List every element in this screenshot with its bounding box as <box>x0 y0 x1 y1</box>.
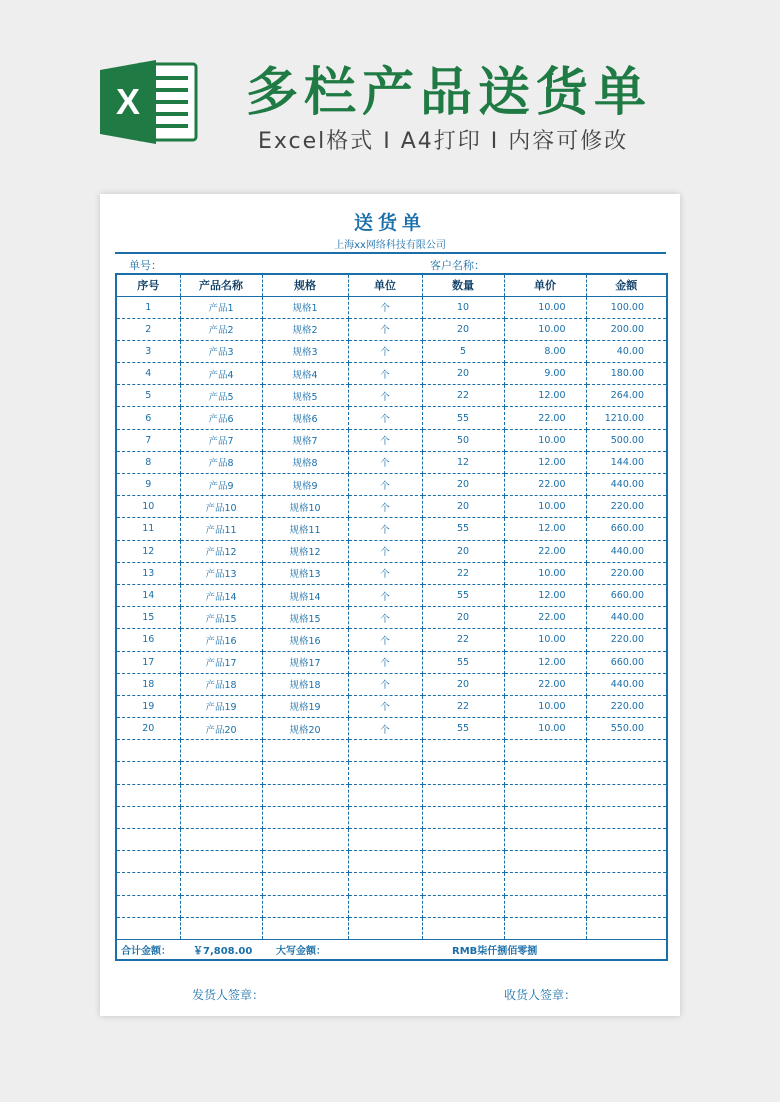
table-cell: 500.00 <box>586 429 667 451</box>
empty-cell <box>504 762 586 784</box>
table-cell: 200.00 <box>586 318 667 340</box>
empty-row <box>116 784 667 806</box>
empty-cell <box>348 917 422 939</box>
table-cell: 产品14 <box>180 584 262 606</box>
table-cell: 个 <box>348 562 422 584</box>
empty-cell <box>116 873 180 895</box>
empty-cell <box>116 829 180 851</box>
table-cell: 22 <box>422 562 504 584</box>
table-cell: 20 <box>422 363 504 385</box>
table-cell: 220.00 <box>586 629 667 651</box>
empty-row <box>116 762 667 784</box>
table-cell: 个 <box>348 607 422 629</box>
table-cell: 产品18 <box>180 673 262 695</box>
empty-cell <box>262 851 348 873</box>
table-cell: 55 <box>422 407 504 429</box>
table-cell: 12.00 <box>504 584 586 606</box>
table-cell: 144.00 <box>586 451 667 473</box>
table-row <box>116 607 667 629</box>
empty-cell <box>180 806 262 828</box>
table-cell: 规格4 <box>262 363 348 385</box>
table-cell: 1 <box>116 296 180 318</box>
banner-title: 多栏产品送货单 <box>246 63 653 123</box>
uppercase-label: 大写金额： <box>262 939 422 960</box>
table-cell: 个 <box>348 518 422 540</box>
table-cell: 20 <box>422 474 504 496</box>
table-cell: 10.00 <box>504 429 586 451</box>
empty-cell <box>586 917 667 939</box>
empty-cell <box>504 851 586 873</box>
table-cell: 10.00 <box>504 695 586 717</box>
table-cell: 10.00 <box>504 318 586 340</box>
empty-cell <box>116 740 180 762</box>
table-cell: 个 <box>348 474 422 496</box>
table-cell: 1210.00 <box>586 407 667 429</box>
table-cell: 个 <box>348 363 422 385</box>
empty-cell <box>348 829 422 851</box>
table-cell: 220.00 <box>586 562 667 584</box>
empty-cell <box>180 740 262 762</box>
table-cell: 产品7 <box>180 429 262 451</box>
empty-cell <box>586 873 667 895</box>
table-cell: 规格3 <box>262 340 348 362</box>
table-cell: 440.00 <box>586 673 667 695</box>
empty-cell <box>422 806 504 828</box>
table-cell: 产品13 <box>180 562 262 584</box>
table-cell: 规格7 <box>262 429 348 451</box>
empty-row <box>116 806 667 828</box>
table-cell: 个 <box>348 718 422 740</box>
table-cell: 8.00 <box>504 340 586 362</box>
empty-cell <box>180 829 262 851</box>
table-cell: 15 <box>116 607 180 629</box>
table-row <box>116 385 667 407</box>
table-cell: 规格1 <box>262 296 348 318</box>
table-cell: 22.00 <box>504 607 586 629</box>
empty-row <box>116 873 667 895</box>
table-cell: 个 <box>348 451 422 473</box>
empty-cell <box>348 851 422 873</box>
table-row <box>116 340 667 362</box>
table-cell: 19 <box>116 695 180 717</box>
empty-cell <box>504 917 586 939</box>
table-cell: 产品11 <box>180 518 262 540</box>
table-cell: 20 <box>422 607 504 629</box>
table-cell: 18 <box>116 673 180 695</box>
table-cell: 规格18 <box>262 673 348 695</box>
table-cell: 10.00 <box>504 718 586 740</box>
table-cell: 产品20 <box>180 718 262 740</box>
empty-row <box>116 917 667 939</box>
table-cell: 20 <box>422 496 504 518</box>
table-cell: 规格15 <box>262 607 348 629</box>
table-cell: 20 <box>422 318 504 340</box>
table-cell: 4 <box>116 363 180 385</box>
column-header: 单价 <box>504 274 586 296</box>
table-cell: 3 <box>116 340 180 362</box>
table-cell: 5 <box>422 340 504 362</box>
table-cell: 规格12 <box>262 540 348 562</box>
empty-cell <box>262 762 348 784</box>
table-cell: 220.00 <box>586 496 667 518</box>
table-cell: 产品3 <box>180 340 262 362</box>
table-cell: 2 <box>116 318 180 340</box>
table-cell: 个 <box>348 673 422 695</box>
empty-cell <box>422 740 504 762</box>
table-row <box>116 296 667 318</box>
total-value: ￥7,808.00 <box>193 946 253 958</box>
invoice-paper <box>100 194 680 1016</box>
table-row <box>116 695 667 717</box>
column-header: 数量 <box>422 274 504 296</box>
empty-cell <box>262 784 348 806</box>
table-cell: 660.00 <box>586 651 667 673</box>
empty-cell <box>504 740 586 762</box>
table-cell: 产品4 <box>180 363 262 385</box>
empty-cell <box>348 762 422 784</box>
table-cell: 个 <box>348 340 422 362</box>
table-cell: 12 <box>422 451 504 473</box>
table-cell: 12.00 <box>504 518 586 540</box>
table-cell: 10.00 <box>504 629 586 651</box>
empty-cell <box>348 784 422 806</box>
empty-cell <box>504 806 586 828</box>
empty-row <box>116 895 667 917</box>
table-cell: 6 <box>116 407 180 429</box>
table-cell: 100.00 <box>586 296 667 318</box>
table-cell: 11 <box>116 518 180 540</box>
table-cell: 规格14 <box>262 584 348 606</box>
empty-cell <box>504 829 586 851</box>
table-cell: 规格10 <box>262 496 348 518</box>
table-cell: 个 <box>348 429 422 451</box>
table-cell: 个 <box>348 540 422 562</box>
empty-cell <box>180 851 262 873</box>
total-label: 合计金额： <box>121 946 171 958</box>
table-cell: 12.00 <box>504 385 586 407</box>
table-cell: 产品10 <box>180 496 262 518</box>
empty-cell <box>180 873 262 895</box>
empty-cell <box>262 895 348 917</box>
column-header: 单位 <box>348 274 422 296</box>
empty-cell <box>586 740 667 762</box>
table-cell: 550.00 <box>586 718 667 740</box>
table-cell: 20 <box>422 673 504 695</box>
table-cell: 产品16 <box>180 629 262 651</box>
empty-cell <box>422 895 504 917</box>
table-cell: 20 <box>116 718 180 740</box>
table-cell: 个 <box>348 385 422 407</box>
table-row <box>116 629 667 651</box>
table-cell: 个 <box>348 318 422 340</box>
table-cell: 个 <box>348 296 422 318</box>
empty-cell <box>180 762 262 784</box>
table-cell: 440.00 <box>586 540 667 562</box>
table-cell: 规格13 <box>262 562 348 584</box>
sender-signature-label: 发货人签章： <box>192 988 265 1002</box>
empty-cell <box>586 895 667 917</box>
table-cell: 产品17 <box>180 651 262 673</box>
empty-cell <box>422 829 504 851</box>
table-cell: 22.00 <box>504 540 586 562</box>
table-row <box>116 584 667 606</box>
customer-name-label: 客户名称： <box>430 259 485 272</box>
table-cell: 16 <box>116 629 180 651</box>
table-cell: 55 <box>422 518 504 540</box>
table-cell: 规格2 <box>262 318 348 340</box>
table-cell: 220.00 <box>586 695 667 717</box>
table-cell: 13 <box>116 562 180 584</box>
company-name: 上海xx网络科技有限公司 <box>334 240 446 251</box>
empty-row <box>116 740 667 762</box>
table-row <box>116 451 667 473</box>
table-cell: 12 <box>116 540 180 562</box>
empty-cell <box>504 873 586 895</box>
table-cell: 20 <box>422 540 504 562</box>
table-cell: 产品2 <box>180 318 262 340</box>
table-cell: 10 <box>422 296 504 318</box>
receiver-signature-label: 收货人签章： <box>504 988 577 1002</box>
table-cell: 264.00 <box>586 385 667 407</box>
table-cell: 规格20 <box>262 718 348 740</box>
excel-logo-icon <box>100 60 200 144</box>
empty-cell <box>180 784 262 806</box>
table-row <box>116 429 667 451</box>
table-cell: 10.00 <box>504 562 586 584</box>
total-cell <box>116 939 262 960</box>
delivery-table <box>115 273 668 961</box>
empty-cell <box>586 829 667 851</box>
banner-subtitle: Excel格式 I A4打印 I 内容可修改 <box>258 129 629 154</box>
table-cell: 12.00 <box>504 451 586 473</box>
table-cell: 40.00 <box>586 340 667 362</box>
empty-cell <box>422 784 504 806</box>
empty-cell <box>262 917 348 939</box>
title-divider <box>115 252 666 254</box>
table-cell: 个 <box>348 407 422 429</box>
table-cell: 55 <box>422 584 504 606</box>
table-cell: 规格8 <box>262 451 348 473</box>
table-cell: 55 <box>422 651 504 673</box>
empty-cell <box>116 851 180 873</box>
table-cell: 22 <box>422 629 504 651</box>
table-cell: 9 <box>116 474 180 496</box>
table-cell: 产品19 <box>180 695 262 717</box>
table-cell: 660.00 <box>586 518 667 540</box>
table-cell: 个 <box>348 496 422 518</box>
empty-cell <box>262 829 348 851</box>
table-row <box>116 518 667 540</box>
empty-cell <box>348 895 422 917</box>
table-cell: 180.00 <box>586 363 667 385</box>
column-header: 序号 <box>116 274 180 296</box>
empty-cell <box>180 895 262 917</box>
table-row <box>116 474 667 496</box>
table-row <box>116 718 667 740</box>
table-cell: 10 <box>116 496 180 518</box>
empty-cell <box>262 806 348 828</box>
empty-row <box>116 829 667 851</box>
table-cell: 规格5 <box>262 385 348 407</box>
document-title: 送货单 <box>353 212 426 234</box>
table-row <box>116 363 667 385</box>
table-cell: 440.00 <box>586 607 667 629</box>
table-cell: 规格6 <box>262 407 348 429</box>
empty-cell <box>422 762 504 784</box>
table-cell: 个 <box>348 584 422 606</box>
table-cell: 55 <box>422 718 504 740</box>
column-header: 规格 <box>262 274 348 296</box>
table-row <box>116 562 667 584</box>
table-cell: 5 <box>116 385 180 407</box>
table-cell: 规格9 <box>262 474 348 496</box>
total-row <box>116 939 667 960</box>
empty-cell <box>504 895 586 917</box>
table-cell: 50 <box>422 429 504 451</box>
table-cell: 产品1 <box>180 296 262 318</box>
table-row <box>116 496 667 518</box>
empty-cell <box>116 806 180 828</box>
table-cell: 产品15 <box>180 607 262 629</box>
table-cell: 产品12 <box>180 540 262 562</box>
table-cell: 7 <box>116 429 180 451</box>
table-cell: 14 <box>116 584 180 606</box>
table-cell: 规格19 <box>262 695 348 717</box>
logo-letter: X <box>115 81 141 122</box>
table-header-row <box>116 274 667 296</box>
table-cell: 8 <box>116 451 180 473</box>
table-cell: 17 <box>116 651 180 673</box>
column-header: 产品名称 <box>180 274 262 296</box>
empty-cell <box>422 917 504 939</box>
column-header: 金额 <box>586 274 667 296</box>
empty-cell <box>348 806 422 828</box>
meta-row <box>115 255 666 273</box>
table-row <box>116 540 667 562</box>
empty-cell <box>116 917 180 939</box>
table-cell: 22.00 <box>504 474 586 496</box>
table-cell: 个 <box>348 651 422 673</box>
table-cell: 个 <box>348 695 422 717</box>
empty-cell <box>262 873 348 895</box>
table-cell: 22 <box>422 385 504 407</box>
empty-cell <box>422 851 504 873</box>
empty-cell <box>586 806 667 828</box>
table-cell: 9.00 <box>504 363 586 385</box>
empty-cell <box>422 873 504 895</box>
table-cell: 10.00 <box>504 496 586 518</box>
table-row <box>116 673 667 695</box>
table-cell: 22 <box>422 695 504 717</box>
table-cell: 个 <box>348 629 422 651</box>
table-cell: 22.00 <box>504 673 586 695</box>
table-cell: 12.00 <box>504 651 586 673</box>
empty-cell <box>348 740 422 762</box>
table-cell: 产品9 <box>180 474 262 496</box>
table-cell: 规格11 <box>262 518 348 540</box>
table-cell: 660.00 <box>586 584 667 606</box>
table-row <box>116 318 667 340</box>
empty-cell <box>180 917 262 939</box>
empty-cell <box>348 873 422 895</box>
empty-row <box>116 851 667 873</box>
table-cell: 产品6 <box>180 407 262 429</box>
empty-cell <box>116 895 180 917</box>
empty-cell <box>116 784 180 806</box>
uppercase-value: RMB柒仟捌佰零捌 <box>422 939 667 960</box>
empty-cell <box>504 784 586 806</box>
empty-cell <box>262 740 348 762</box>
table-cell: 440.00 <box>586 474 667 496</box>
empty-cell <box>586 762 667 784</box>
table-cell: 产品5 <box>180 385 262 407</box>
table-cell: 22.00 <box>504 407 586 429</box>
table-cell: 10.00 <box>504 296 586 318</box>
table-row <box>116 407 667 429</box>
table-cell: 规格17 <box>262 651 348 673</box>
order-number-label: 单号： <box>129 259 162 272</box>
empty-cell <box>586 784 667 806</box>
empty-cell <box>586 851 667 873</box>
empty-cell <box>116 762 180 784</box>
table-row <box>116 651 667 673</box>
table-cell: 规格16 <box>262 629 348 651</box>
table-cell: 产品8 <box>180 451 262 473</box>
